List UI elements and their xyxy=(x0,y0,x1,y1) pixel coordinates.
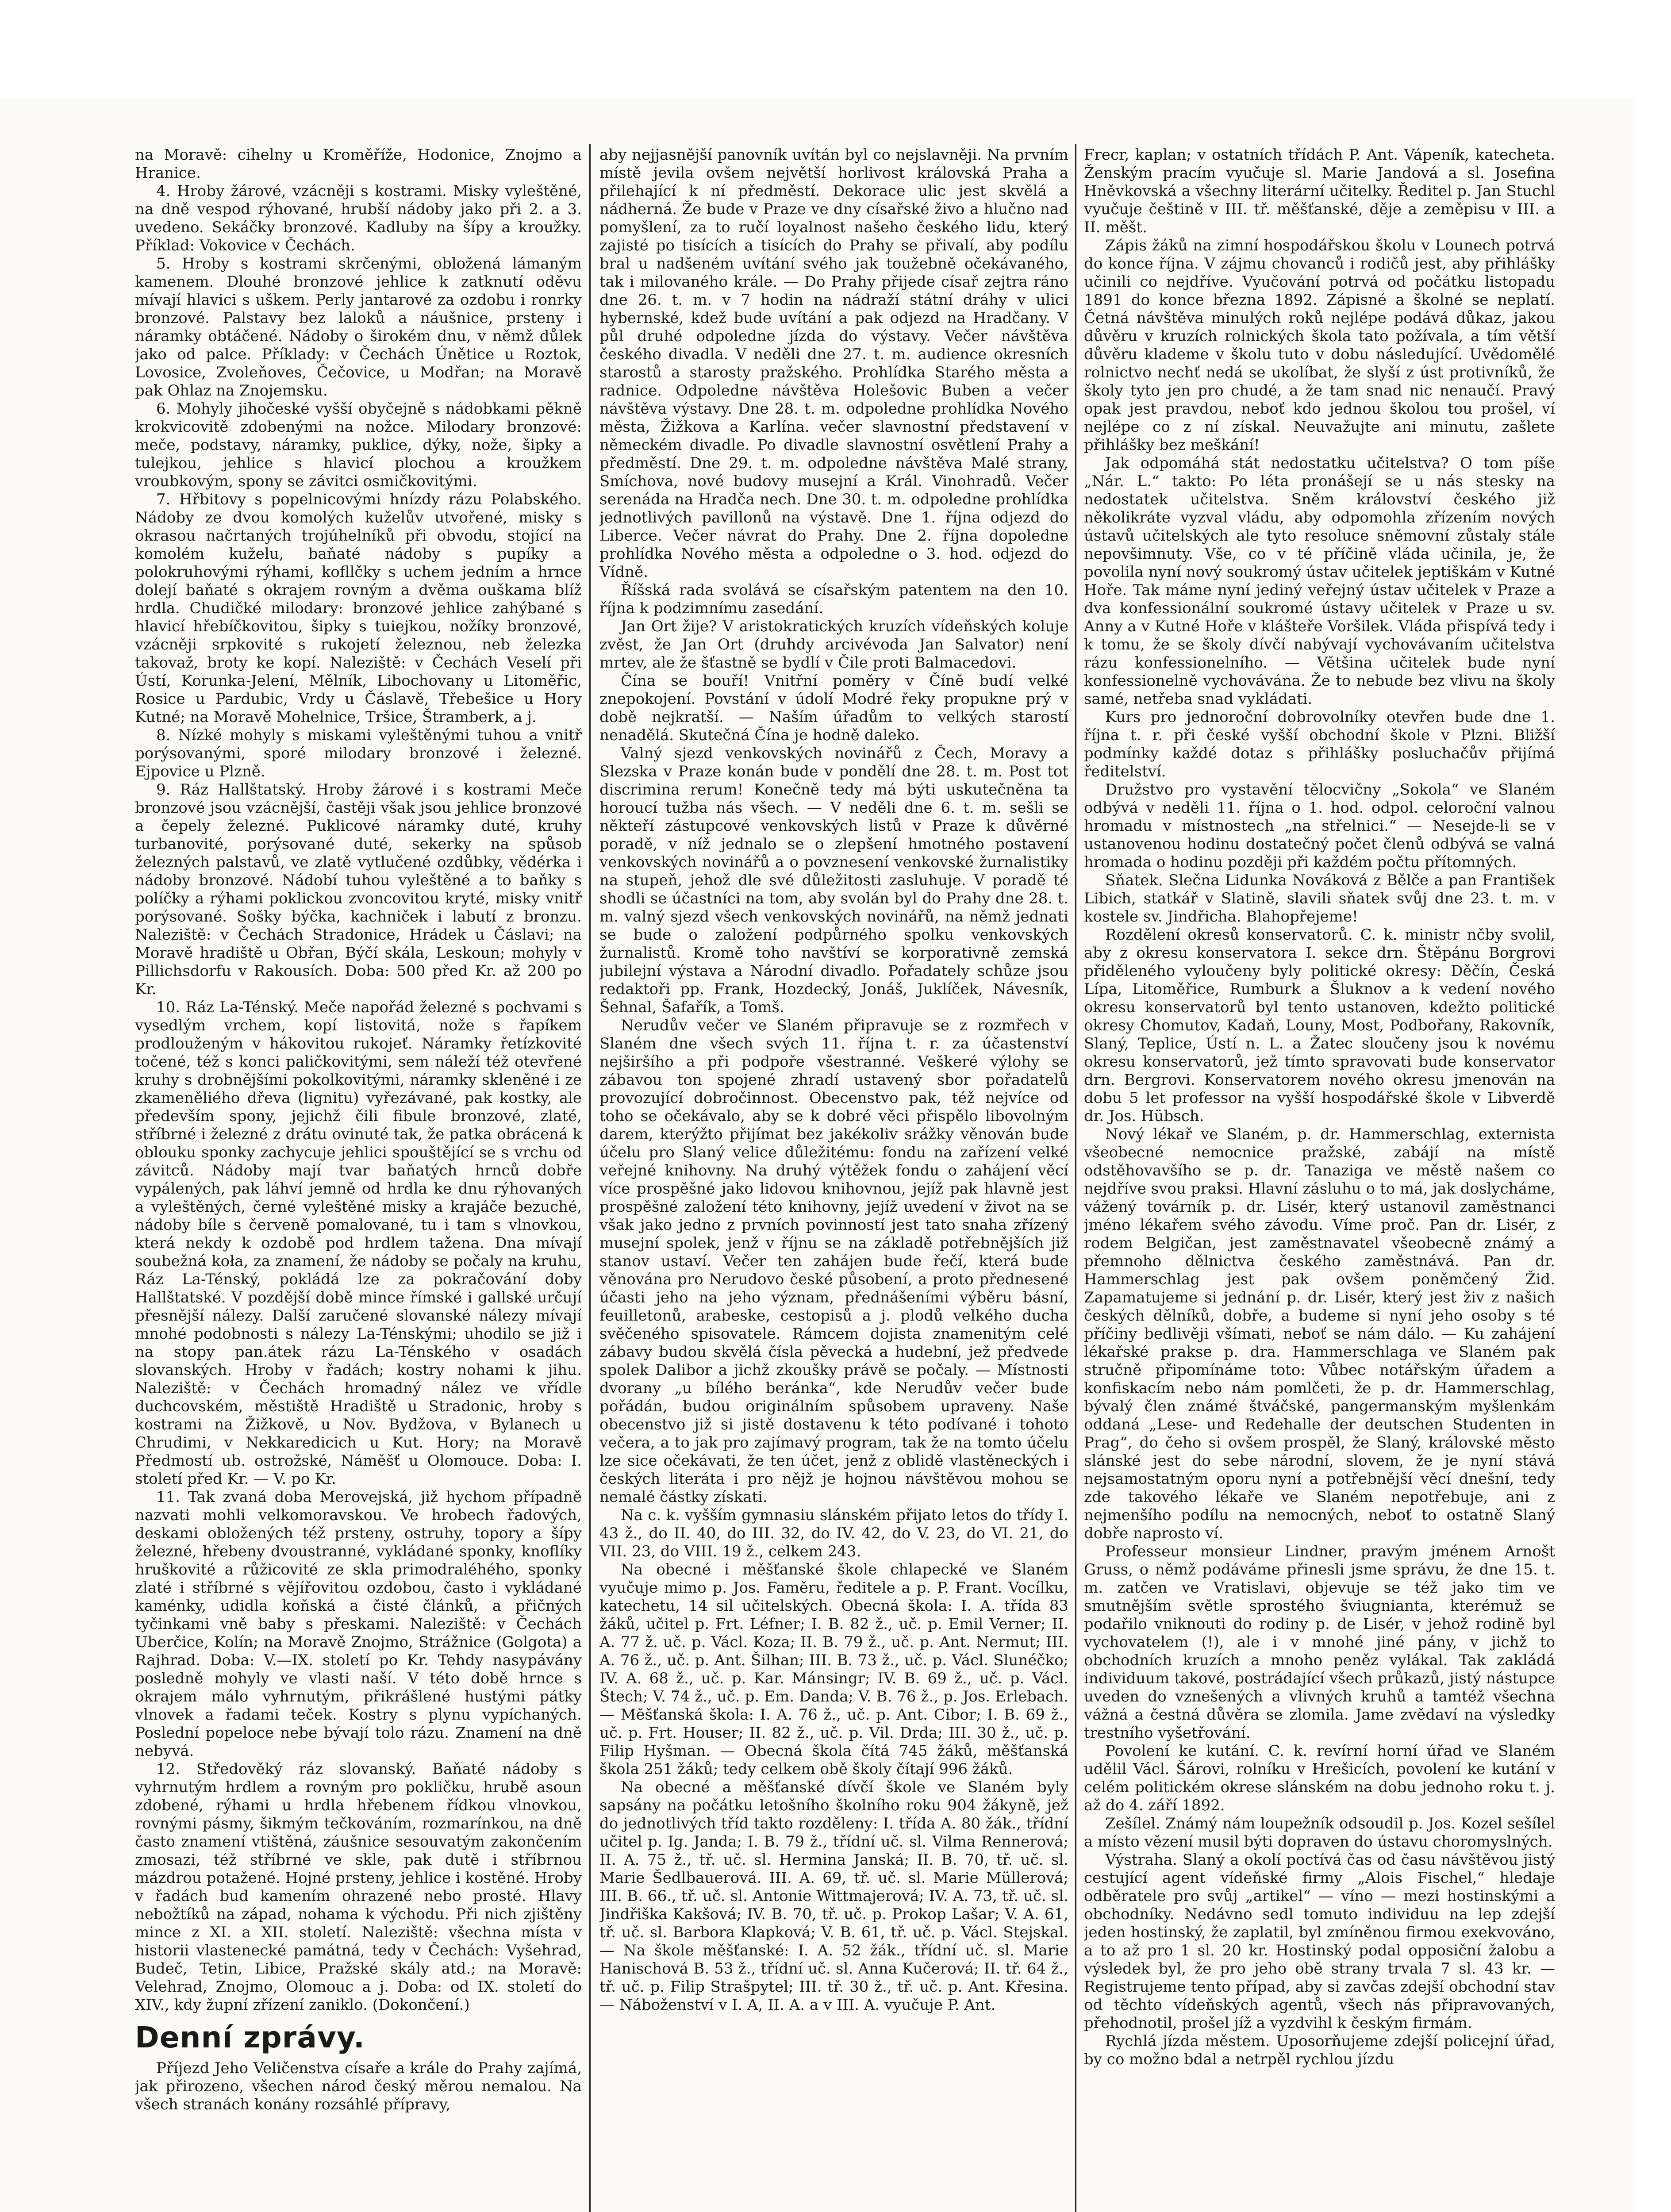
article-paragraph: 10. Ráz La-Ténský. Meče napořád železné s pochvami s vysedlým vrchem, kopí listovitá, nože s řapíkem prodlouženým v hákovitou rukojeť. Náramky řetízkovité točené, též s konci paličkovitými, sem náleží též otevřené kruhy s drobnějšími pokolkovitými, náramky skleněné i ze zkameněliého dřeva (lignitu) vyřezávané, pak kostky, ale především spony, jejichž čili fibule bronzové, zlaté, stříbrné i železné z drátu ovinuté tak, že patka obrácená k oblouku sponky zachycuje jehlici spouštějící se s vrchu od závitců. Nádoby mají tvar baňatých hrnců dobře vypálených, pak láhví jemně od hrdla ke dnu rýhovaných a vyleštěných, černé vyleštěné misky a krajáče bezuché, nádoby bíle s červeně pomalované, tu i tam s vlnovkou, která nekdy k ozdobě pod hrdlem tažena. Dna mívají soubežná koła, za znamení, že nádoby se počaly na kruhu, Ráz La-Ténský, pokládá lze za pokračování doby Hallštatské. V pozdější době mince římské i gallské určují přesnější nálezy. Další zaručené slovanské nálezy mívají mnohé podobnosti s nálezy La-Ténskými; uhodilo se již i na stopy pan.átek rázu La-Ténského v osadách slovanských. Hroby v řadách; kostry nohami k jihu. Naleziště: v Čechách hromadný nález ve vřídle duchcovském, městiště Hradiště u Stradonic, hroby s kostrami na Žižkově, u Nov. Bydžova, v Bylanech u Chrudimi, v Nekkaredicich u Kut. Hory; na Moravě Předmostí ub. ostrožské, Náměšť u Olomouce. Doba: I. století před Kr. — V. po Kr. xyxy=(135,998,582,1488)
column-2 xyxy=(599,146,1068,2212)
article-paragraph: Na c. k. vyšším gymnasiu slánském přijato letos do třídy I. 43 ž., do II. 40, do III. 32, do IV. 42, do V. 23, do VI. 21, do VII. 23, do VIII. 19 ž., celkem 243. xyxy=(599,1506,1068,1560)
article-paragraph: Jak odpomáhá stát nedostatku učitelstva? O tom píše „Nár. L.“ takto: Po léta pronášejí se u nás stesky na nedostatek učitelstva. Sněm království českého již několikráte vyzval vládu, aby odpomohla zřízením nových ústavů učitelských ale tyto resoluce sněmovní zůstaly stále nepovšimnuty. Vše, co v té příčině vláda učinila, je, že povolila nyní nový soukromý ústav učitelek jeptiškám v Kutné Hoře. Tak máme nyní jediný veřejný ústav učitelek v Praze a dva konfessionální soukromé ústavy učitelek v Praze u sv. Anny a v Kutné Hoře v klášteře Voršilek. Vláda přispívá tedy i k tomu, že se školy dívčí nabývají vychovávaním učitelstva rázu konfessionelního. — Většina učitelek bude nyní konfessionelně vychovávána. Že to nebude bez vlivu na školy samé, netřeba snad vykládati. xyxy=(1084,454,1555,708)
article-paragraph: Na obecné a měšťanské dívčí škole ve Slaném byly sapsány na počátku letošního školního roku 904 žákyně, jež do jednotlivých tříd takto rozděleny: I. třída A. 80 žák., třídní učitel p. Ig. Janda; I. B. 79 ž., třídní uč. sl. Vilma Rennerová; II. A. 75 ž., tř. uč. sl. Hermina Janská; II. B. 70, tř. uč. sl. Marie Šedlbauerová. III. A. 69, tř. uč. sl. Marie Müllerová; III. B. 66., tř. uč. sl. Antonie Wittmajerová; IV. A. 73, tř. uč. sl. Jindřiška Kakšová; IV. B. 70, tř. uč. p. Prokop Lašar; V. A. 61, tř. uč. sl. Barbora Klapková; V. B. 61, tř. uč. p. Václ. Stejskal. — Na škole měšťanské: I. A. 52 žák., třídní uč. sl. Marie Hanischová B. 53 ž., třídní uč. sl. Anna Kučerová; II. tř. 64 ž., tř. uč. p. Filip Strašpytel; III. tř. 30 ž., tř. uč. p. Ant. Křesina. — Náboženství v I. A, II. A. a v III. A. vyučuje P. Ant. xyxy=(599,1778,1068,2014)
article-paragraph: 7. Hřbitovy s popelnicovými hnízdy rázu Polabského. Nádoby ze dvou komolých kuželův utvořené, misky s okrasou načrtaných trojúhelníků při obvodu, stojící na komolém kuželu, baňaté nádoby s pupíky a polokruhovými rýhami, kofllčky s uchem jedním a hrnce dolejí baňaté s okrajem rovným a dvěma ouškama blíž hrdla. Chudičké milodary: bronzové jehlice zahýbané s hlavicí hřebíčkovitou, šipky s tuiejkou, nožíky bronzové, vzácněji srpkovité s rukojetí železnou, neb železka takovaž, broty ke kopí. Naleziště: v Čechách Veselí při Ústí, Korunka-Jelení, Mělník, Libochovany u Litoměřic, Rosice u Pardubic, Vrdy u Čáslavě, Třebešice u Hory Kutné; na Moravě Mohelnice, Tršice, Štramberk, a j. xyxy=(135,491,582,726)
article-paragraph: 11. Tak zvaná doba Merovejská, již hychom případně nazvati mohli velkomoravskou. Ve hrobech řadových, deskami obložených též prsteny, ostruhy, topory a šípy železné, hřebeny dvoustranné, vykládané sponky, knoflíky hruškovité a růžicovité ze skla primodraléhého, sponky zlaté i stříbrné s vějířovitou ozdobou, často i vykládané kaménky, udidla koňská a čisté článků, a přičných tyčinkami vně baby s přeskami. Naleziště: v Čechách Uberčice, Kolín; na Moravě Znojmo, Strážnice (Golgota) a Rajhrad. Doba: V.—IX. století po Kr. Tehdy nasypávány posledně mohyly ve vlasti naší. V této době hrnce s okrajem málo vyhrnutým, přikrášlené hustými pátky vlnovek a řadami teček. Kostry s plynu vypíchaných. Poslední popeloce nebe bývají tolo rázu. Znamení na dně nebyvá. xyxy=(135,1488,582,1760)
article-paragraph: Kurs pro jednoroční dobrovolníky otevřen bude dne 1. října t. r. při české vyšší obchodní škole v Plzni. Bližší podmínky každé dotaz s přihlášky posluchačův přijímá ředitelství. xyxy=(1084,708,1555,780)
article-paragraph: 6. Mohyly jihočeské vyšší obyčejně s nádobkami pěkně krokvicovitě zdobenými na nožce. Milodary bronzové: meče, podstavy, náramky, puklice, dýky, nože, šipky a tulejkou, jehlice s hlavicí plochou a kroužkem vroubkovým, spony se závitci osmičkovitými. xyxy=(135,400,582,490)
article-paragraph: Zápis žáků na zimní hospodářskou školu v Lounech potrvá do konce října. V zájmu chovanců i rodičů jest, aby přihlášky učinili co nejdříve. Vyučování potrvá od počátku listopadu 1891 do konce března 1892. Zápisné a školné se neplatí. Četná návštěva minulých roků nejlépe podává důkaz, jakou důvěru v kruzích rolnických škola tato požívala, a tím větší důvěru klademe v školu tuto v dobu následující. Uvědomělé rolnictvo nechť nedá se ukolíbat, že slyší z úst protivníků, že školy tyto jen pro chudé, a že tam snad nic nenaučí. Pravý opak jest pravdou, neboť kdo jednou školou tou prošel, ví nejlépe co z ní získal. Neuvažujte ani minutu, zašlete přihlášky bez meškání! xyxy=(1084,237,1555,454)
article-paragraph: Na obecné i měšťanské škole chlapecké ve Slaném vyučuje mimo p. Jos. Faměru, ředitele a p. P. Frant. Vocílku, katechetu, 14 sil učitelských. Obecná škola: I. A. třída 83 žáků, učitel p. Frt. Léfner; I. B. 82 ž., uč. p. Emil Verner; II. A. 77 ž. uč. p. Václ. Koza; II. B. 79 ž., uč. p. Ant. Nermut; III. A. 76 ž., uč. p. Ant. Šilhan; III. B. 73 ž., uč. p. Václ. Slunéčko; IV. A. 68 ž., uč. p. Kar. Mánsingr; IV. B. 69 ž., uč. p. Václ. Štech; V. 74 ž., uč. p. Em. Danda; V. B. 76 ž., p. Jos. Erlebach. — Měšťanská škola: I. A. 76 ž., uč. p. Ant. Cibor; I. B. 69 ž., uč. p. Frt. Houser; II. 82 ž., uč. p. Vil. Drda; III. 30 ž., uč. p. Filip Hyšman. — Obecná škola čítá 745 žáků, měšťanská škola 251 žáků; tedy celkem obě školy čítají 996 žáků. xyxy=(599,1561,1068,1778)
article-paragraph: 8. Nízké mohyly s miskami vyleštěnými tuhou a vnitř porýsovanými, sporé milodary bronzové i železné. Ejpovice u Plzně. xyxy=(135,726,582,780)
article-paragraph: 4. Hroby žárové, vzácněji s kostrami. Misky vyleštěné, na dně vespod rýhované, hrubší nádoby jako při 2. a 3. uvedeno. Sekáčky bronzové. Kadluby na šípy a kroužky. Příklad: Vokovice v Čechách. xyxy=(135,182,582,254)
article-paragraph: Professeur monsieur Lindner, pravým jménem Arnošt Gruss, o němž podáváme přinesli jsme správu, že dne 15. t. m. zatčen ve Vratislavi, objevuje se též jako tim ve smutnějším světle sprostého šviugnianta, kterémuž se podařilo vniknouti do rodiny p. de Lisér, v jehož rodině byl vychovatelem (!), ale i v mnohé jiné pány, v jichž to obchodních kruzích a mnoho peněz vylákal. Tak zakládá individuum takové, postrádající všech průkazů, jistý nástupce uveden do vznešených a vlivných kruhů a tamtéž všechna vážná a čestná důvěra se zlomila. Jame zvědaví na výsledky trestního vyšetřování. xyxy=(1084,1543,1555,1742)
article-paragraph: Družstvo pro vystavění tělocvičny „Sokola“ ve Slaném odbývá v neděli 11. října o 1. hod. odpol. celoroční valnou hromadu v místnostech „na střelnici.“ — Nesejde-li se v ustanovenou hodinu dostatečný počet členů odbývá se valná hromada o hodinu později při každém počtu přítomných. xyxy=(1084,781,1555,871)
column-3 xyxy=(1084,146,1555,2212)
article-paragraph: Frecr, kaplan; v ostatních třídách P. Ant. Vápeník, katecheta. Ženským pracím vyučuje sl. Marie Jandová a sl. Josefina Hněvkovská a všechny literární učitelky. Ředitel p. Jan Stuchl vyučuje češtině v III. tř. měšťanské, děje a zeměpisu v III. a II. měšt. xyxy=(1084,146,1555,236)
article-paragraph: Výstraha. Slaný a okolí poctívá čas od času návštěvou jistý cestující agent vídeňské firmy „Alois Fischel,“ hledaje odběratele pro svůj „artikel“ — víno — mezi hostinskými a obchodníky. Nedávno sedl tomuto individuu na lep zdejší jeden hostinský, že zaplatil, byl zmíněnou firmou exekvováno, a to až pro 1 sl. 20 kr. Hostinský podal opposiční žalobu a výsledek byl, že pro jeho obě strany trvala 7 sl. 43 kr. — Registrujeme tento případ, aby si zavčas zdejší obchodní stav od těchto vídeňských agentů, všech nás připravovaných, přehodnotil, prošel jíž a vyzdvihl k českým firmám. xyxy=(1084,1851,1555,2032)
article-paragraph: Zešílel. Známý nám loupežník odsoudil p. Jos. Kozel sešílel a místo vězení musil býti dopraven do ústavu choromyslných. xyxy=(1084,1815,1555,1851)
article-paragraph: Valný sjezd venkovských novinářů z Čech, Moravy a Slezska v Praze konán bude v pondělí dne 28. t. m. Post tot discrimina rerum! Konečně tedy má býti uskutečněna ta horoucí tužba nás všech. — V neděli dne 6. t. m. sešli se někteří zástupcové venkovských listů v Praze k důvěrné poradě, v níž jednalo se o zlepšení hmotného postavení venkovských novinářů a o povznesení venkovské žurnalistiky na stupeň, jehož dle své důležitosti zasluhuje. V poradě té shodli se účastníci na tom, aby svolán byl do Prahy dne 28. t. m. valný sjezd všech venkovských novinářů, na němž jednati se bude o založení podpůrného spolku venkovských žurnalistů. Kromě toho navštíví se korporativně zemská jubilejní výstava a Národní divadlo. Pořadately schůze jsou redaktoři pp. Frank, Hozdecký, Jonáš, Juklíček, Návesník, Šehnal, Šafařík, a Tomš. xyxy=(599,745,1068,1016)
page-top-margin xyxy=(0,0,1671,97)
article-paragraph: 12. Středověký ráz slovanský. Baňaté nádoby s vyhrnutým hrdlem a rovným pro pokličku, hrubě asoun zdobené, rýhami u hrdla hřebenem řídkou vlnovkou, rovnými pásmy, šikmým tečkováním, rozmarínkou, na dně často znamení vtištěná, záušnice sesouvatým zakončením zmosazi, též stříbrné ve skle, pak dutě i stříbrnou mázdrou potažené. Hojné prsteny, jehlice i kostěné. Hroby v řadách bud kamením ohrazené nebo prosté. Hlavy nebožtíků na západ, nohama k východu. Při nich zjištěny mince z XI. a XII. století. Naleziště: všechna místa v historii vlastenecké památná, tedy v Čechách: Vyšehrad, Budeč, Tetin, Libice, Pražské skály atd.; na Moravě: Velehrad, Znojmo, Olomouc a j. Doba: od IX. století do XIV., kdy župní zřízení zaniklo. (Dokončení.) xyxy=(135,1760,582,2014)
column-rule-2 xyxy=(1075,144,1076,2212)
article-paragraph: Nerudův večer ve Slaném připravuje se z rozmřech v Slaném dne všech svých 11. října t. r. za účastenství nejširšího a při podpoře všestranné. Veškeré výlohy se zábavou ton spojené zhradí ustavený sbor pořadatelů provozující dobročinnost. Obecenstvo pak, též nejvíce od toho se očekávalo, aby se k dobré věci přispělo libovolným darem, kterýžto přijímat bez jakékoliv srážky věnován bude účelu pro Slaný velice důležitému: fondu na zařízení velké veřejné knihovny. Na druhý výtěžek fondu o zahájení věcí více prospěšné jako lidovou knihovnou, jejíž pak hlavně jest prospěšné založení této knihovny, jejíž uvedení v život na se však jako jedno z prvních povinností jest tato snaha zřízený musejní spolek, jenž v říjnu se na základě potřebnějších již stanov ustaví. Večer ten zahájen bude řečí, která bude věnována pro Nerudovo české působení, a proto přednesené účasti jeho na jeho význam, přednášeními výběru básní, feuilletonů, arabeske, cestopisů a j. plodů velkého ducha svěčeného spisovatele. Rámcem dojista znamenitým celé zábavy budou skvělá čísla pěvecká a hudební, jež předvede spolek Dalibor a jichž zkoušky právě se počaly. — Místnosti dvorany „u bílého beránka“, kde Nerudův večer bude pořádán, budou originálním spůsobem upraveny. Naše obecenstvo již si jistě dostavenu k této podívané i tohoto večera, a to jak pro zajímavý program, tak že na tomto účelu lze sice očekávati, že ten účet, jenž z oblidě vlastěneckých i českých literáta i pro nějž je hojnou návštěvou mohou se nemalé částky získati. xyxy=(599,1017,1068,1506)
article-paragraph: Jan Ort žije? V aristokratických kruzích vídeňských koluje zvěst, že Jan Ort (druhdy arcivévoda Jan Salvator) není mrtev, ale že šťastně se bydlí v Čile proti Balmacedovi. xyxy=(599,618,1068,672)
article-paragraph: Říšská rada svolává se císařským patentem na den 10. října k podzimnímu zasedání. xyxy=(599,581,1068,617)
article-paragraph: Rychlá jízda městem. Uposorňujeme zdejší policejní úřad, by co možno bdal a netrpěl rychlou jízdu xyxy=(1084,2032,1555,2068)
article-paragraph: Sňatek. Slečna Lidunka Nováková z Bělče a pan František Libich, statkář v Slatině, slavili sňatek svůj dne 23. t. m. v kostele sv. Jindřicha. Blahopřejeme! xyxy=(1084,872,1555,926)
article-paragraph: Rozdělení okresů konservatorů. C. k. ministr nčby svolil, aby z okresu konservatora I. sekce drn. Štěpánu Borgrovi přiděleného vyloučeny byly politické okresy: Děčín, Česká Lípa, Litoměřice, Rumburk a Šluknov a k vedení nového okresu konservatorů byl tento ustanoven, kdežto politické okresy Chomutov, Kadaň, Louny, Most, Podbořany, Rakovník, Slaný, Teplice, Ústí n. L. a Žatec sloučeny jsou k novému okresu konservatorů, jež tímto spravovati bude konservator drn. Bergrovi. Konservatorem nového okresu jmenován na dobu 5 let professor na vyšší hospodářské škole v Libverdě dr. Jos. Hübsch. xyxy=(1084,926,1555,1125)
article-paragraph: na Moravě: cihelny u Kroměříže, Hodonice, Znojmo a Hranice. xyxy=(135,146,582,182)
article-paragraph: aby nejjasnější panovník uvítán byl co nejslavněji. Na prvním místě jevila ovšem největší horlivost královská Praha a přilehající k ní předměstí. Dekorace ulic jest skvělá a nádherná. Že bude v Praze ve dny císařské živo a hlučno nad pomyšlení, za to ručí loyalnost našeho českého lidu, který zajisté po tisících a tisících do Prahy se přivalí, aby podílu bral u nadšeném uvítání svého jak toužebně očekávaného, tak i milovaného krále. — Do Prahy přijede císař zejtra ráno dne 26. t. m. v 7 hodin na nádraží státní dráhy v ulici hybernské, kdež bude uvítání a pak odjezd na Hradčany. V půl druhé odpoledne jízda do výstavy. Večer návštěva českého divadla. V neděli dne 27. t. m. audience okresních starostů a starosty pražského. Prohlídka Starého města a radnice. Odpoledne návštěva Holešovic Buben a večer návštěva výstavy. Dne 28. t. m. odpoledne prohlídka Nového města, Žižkova a Karlína. večer slavnostní představení v německém divadle. Po divadle slavnostní osvětlení Prahy a předměstí. Dne 29. t. m. odpoledne návštěva Malé strany, Smíchova, nové budovy musejní a Král. Vinohradů. Večer serenáda na Hradča nech. Dne 30. t. m. odpoledne prohlídka jednotlivých pavillonů na výstavě. Dne 1. října odjezd do Liberce. Večer návrat do Prahy. Dne 2. října dopoledne prohlídka Nového města a odpoledne o 3. hod. odjezd do Vídně. xyxy=(599,146,1068,581)
article-paragraph: 5. Hroby s kostrami skrčenými, obložená lámaným kamenem. Dlouhé bronzové jehlice k zatknutí oděvu mívají hlavici s uškem. Perly jantarové za ozdobu i ronrky bronzové. Palstavy bez laloků a náušnice, prsteny i náramky obtáčené. Nádoby o širokém dnu, v němž důlek jako od palce. Příklady: v Čechách Únětice u Roztok, Lovosice, Zvoleňoves, Čečovice, u Modřan; na Moravě pak Ohlaz na Znojemsku. xyxy=(135,255,582,399)
column-rule-1 xyxy=(589,144,591,2212)
article-paragraph: 9. Ráz Hallštatský. Hroby žárové i s kostrami Meče bronzové jsou vzácnější, častěji však jsou jehlice bronzové a čepely železné. Puklicové náramky duté, kruhy turbanovité, porýsované duté, sekerky na spůsob železných palstavů, ve zlatě vytlučené ozdůbky, vědérka i nádoby bronzové. Nádobí tuhou vyleštěné a to baňky s políčky a rýhami poklickou zvoncovitou kryté, misky vnitř porýsované. Sošky býčka, kachniček i labutí z bronzu. Naleziště: v Čechách Stradonice, Hrádek u Čáslavi; na Moravě hradiště u Obřan, Býčí skála, Leskoun; mohyly v Pillichsdorfu v Rakousích. Doba: 500 před Kr. až 200 po Kr. xyxy=(135,781,582,998)
page-right-margin xyxy=(1636,0,1671,2212)
article-paragraph: Nový lékař ve Slaném, p. dr. Hammerschlag, externista všeobecné nemocnice pražské, zabájí na místě odstěhovavšího se p. dr. Tanaziga ve městě našem co nejdříve svou praksi. Hlavní zásluhu o to má, jak doslycháme, vážený továrník p. dr. Lisér, který ustanovil zaměstnanci jméno lékařem svého závodu. Víme proč. Pan dr. Lisér, z rodem Belgičan, jest zaměstnavatel všeobecně známý a přemnoho dělnictva českého zaměstnává. Pan dr. Hammerschlag jest pak ovšem poněmčený Žid. Zapamatujeme si jednání p. dr. Lisér, který jest živ z našich českých dělníků, dobře, a budeme si nyní jeho osoby s té příčiny bedlivěji všímati, neboť se nám dálo. — Ku zahájení lékařské prakse p. dra. Hammerschlaga ve Slaném pak stručně připomínáme toto: Vůbec notářským úřadem a konfiskacím nebo nám pomlčeti, že p. dr. Hammerschlag, bývalý člen známé štváčské, pangermanským myšlenkám oddaná „Lese- und Redehalle der deutschen Studenten in Prag“, do čeho si ovšem prospěl, že Slaný, královské město slánské jest do sebe národní, slovem, že je nyní stává nejsamostatným oporu nyní a potřebnější věcí dnešní, tedy zde takového lékaře ve Slaném nepotřebuje, ani z nejmenšího podílu na nemocných, neboť to ostatně Slaný dobře naprosto ví. xyxy=(1084,1125,1555,1542)
column-1 xyxy=(135,146,582,2212)
article-paragraph: Příjezd Jeho Veličenstva císaře a krále do Prahy zajímá, jak přirozeno, všechen národ český měrou nemalou. Na všech stranách konány rozsáhlé přípravy, xyxy=(135,2059,582,2113)
article-paragraph: Čína se bouří! Vnitřní poměry v Číně budí velké znepokojení. Povstání v údolí Modré řeky propukne prý v době nejkratší. — Naším úřadům to velkých starostí nenadělá. Skutečná Čína je hodně daleko. xyxy=(599,672,1068,744)
article-paragraph: Povolení ke kutání. C. k. revírní horní úřad ve Slaném udělil Václ. Šárovi, rolníku v Hrešicích, povolení ke kutání v celém politickém okrese slánském na dobu jednoho roku t. j. až do 4. září 1892. xyxy=(1084,1742,1555,1814)
section-title: Denní zprávy. xyxy=(135,2020,365,2055)
